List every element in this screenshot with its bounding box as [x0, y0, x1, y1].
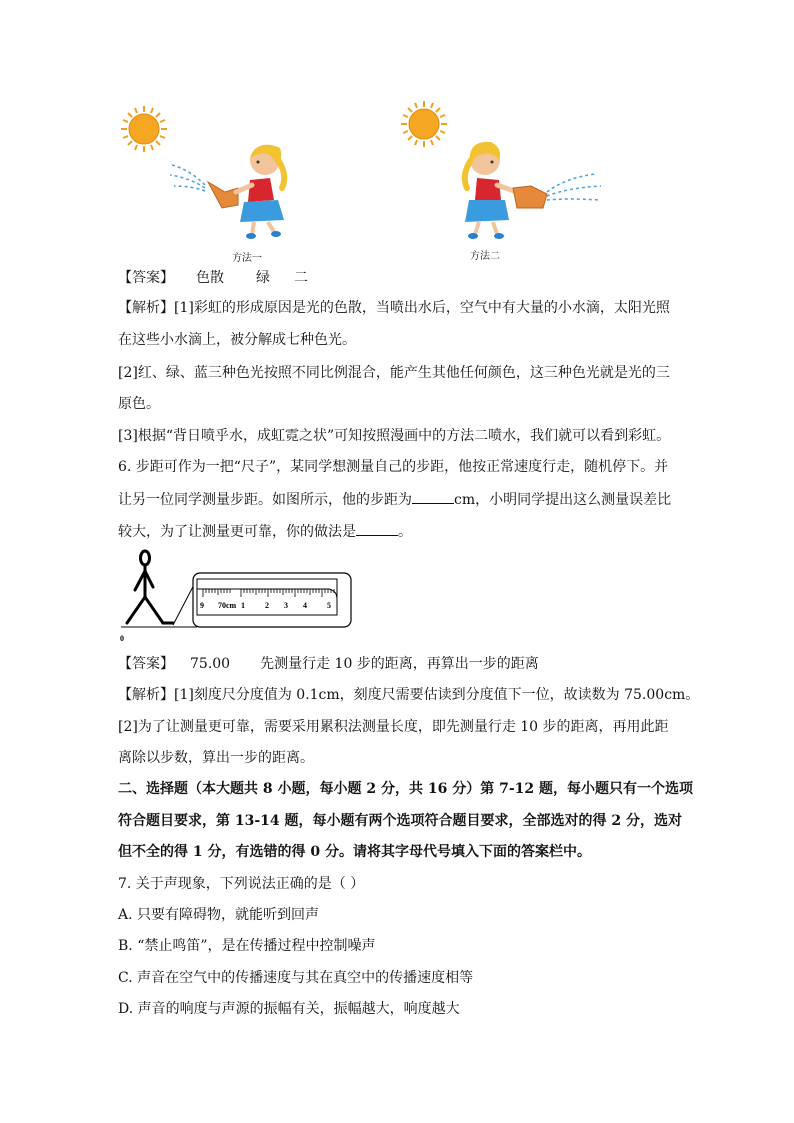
q5-answer-1: 色散 [196, 270, 224, 286]
q6-answer-line [118, 654, 539, 674]
q5-analysis-1b: 在这些小水滴上，被分解成七种色光。 [118, 332, 356, 348]
q6-analysis-2a: [2]为了让测量更可靠，需要采用累积法测量长度，即先测量行走 10 步的距离，再用此距 [118, 719, 669, 735]
ruler-label-3: 3 [284, 601, 288, 610]
q7-option-b: B. “禁止鸣笛”，是在传播过程中控制噪声 [118, 938, 376, 954]
answer-blank-1 [412, 489, 454, 504]
q6-analysis-1: 【解析】[1]刻度尺分度值为 0.1cm，刻度尺需要估读到分度值下一位，故读数为 75.00cm。 [118, 687, 700, 703]
sun-left-image [120, 105, 168, 153]
q5-answer-3: 二 [294, 270, 308, 286]
analysis-tag: 【解析】 [118, 300, 174, 316]
ruler-label-70cm: 70cm [218, 601, 237, 610]
q7-option-d: D. 声音的响度与声源的振幅有关，振幅越大，响度越大 [118, 1001, 460, 1017]
origin-label: 0 [120, 634, 124, 643]
step-measurement-figure [115, 545, 360, 645]
q6-answer-2: 先测量行走 10 步的距离，再算出一步的距离 [260, 656, 539, 672]
ruler-label-2: 2 [265, 601, 269, 610]
q5-analysis-2a: [2]红、绿、蓝三种色光按照不同比例混合，能产生其他任何颜色，这三种色光就是光的三 [118, 365, 670, 381]
answer-tag: 【答案】 [118, 270, 174, 286]
q6-stem-2: 让另一位同学测量步距。如图所示，他的步距为 cm，小明同学提出这么测量误差比 [118, 489, 671, 510]
girl-watering-left-image [170, 130, 300, 240]
q5-answer-line [118, 268, 308, 288]
q5-analysis-2b: 原色。 [118, 396, 160, 412]
ruler-label-9: 9 [200, 601, 204, 610]
q5-answer-2: 绿 [256, 270, 270, 286]
q6-stem-1: 6. 步距可作为一把“尺子”，某同学想测量自己的步距，他按正常速度行走，随机停下。并 [118, 459, 669, 475]
q6-stem-3: 较大，为了让测量更可靠，你的做法是 。 [118, 521, 412, 542]
q7-stem: 7. 关于声现象，下列说法正确的是（ ） [118, 876, 365, 892]
ruler-label-4: 4 [303, 601, 307, 610]
girl-watering-right-image [455, 130, 605, 240]
q7-option-a: A. 只要有障碍物，就能听到回声 [118, 907, 320, 923]
section2-heading-3: 但不全的得 1 分，有选错的得 0 分。请将其字母代号填入下面的答案栏中。 [118, 844, 591, 860]
q5-analysis-1a: 【解析】[1]彩虹的形成原因是光的色散，当喷出水后，空气中有大量的小水滴，太阳光照 [118, 300, 670, 316]
q5-analysis-3: [3]根据“背日喷乎水，成虹霓之状”可知按照漫画中的方法二喷水，我们就可以看到彩虹。 [118, 428, 671, 444]
q6-analysis-2b: 离除以步数，算出一步的距离。 [118, 750, 314, 766]
sun-right-image [400, 100, 448, 148]
section2-heading-1: 二、选择题（本大题共 8 小题，每小题 2 分，共 16 分）第 7-12 题，每小题只有一个选项 [118, 781, 693, 797]
stick-figure [127, 551, 173, 623]
answer-blank-2 [356, 521, 398, 536]
rainbow-figure [110, 95, 530, 265]
figure-caption-method-2: 方法二 [470, 251, 500, 262]
q7-option-c: C. 声音在空气中的传播速度与其在真空中的传播速度相等 [118, 970, 474, 986]
section2-heading-2: 符合题目要求，第 13-14 题，每小题有两个选项符合题目要求，全部选对的得 2 分，选对 [118, 813, 683, 829]
figure-caption-method-1: 方法一 [232, 253, 262, 264]
analysis-tag: 【解析】 [118, 687, 174, 703]
ruler-label-1: 1 [241, 601, 245, 610]
answer-tag: 【答案】 [118, 656, 174, 672]
q6-answer-1: 75.00 [190, 656, 231, 672]
ruler-label-5: 5 [327, 601, 331, 610]
